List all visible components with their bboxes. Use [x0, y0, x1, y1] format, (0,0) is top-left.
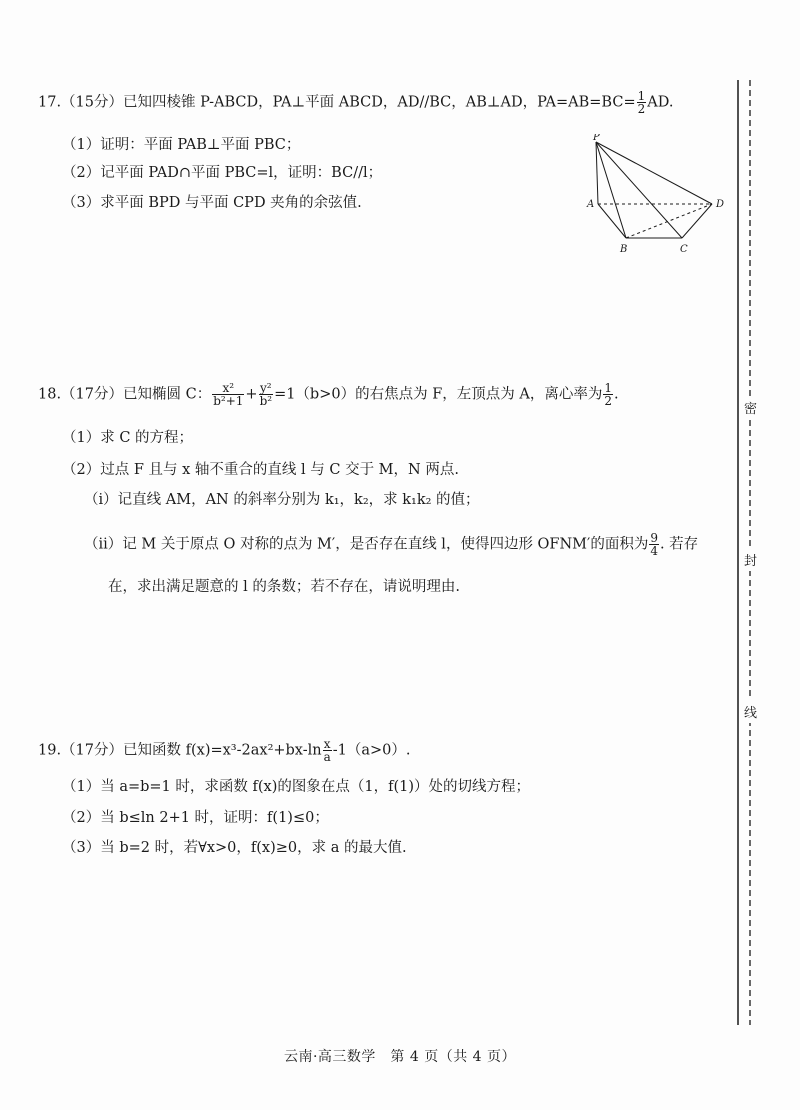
- q19-stem: [38, 738, 411, 763]
- label-A: A: [587, 199, 595, 210]
- q18-area-fraction: $\frac{9}{4}$: [650, 531, 658, 558]
- edge-PB: [596, 142, 626, 238]
- q18-fraction-x: $\frac{\text{x²}}{\text{b²+1}}$: [213, 381, 244, 408]
- label-P: P: [593, 134, 600, 143]
- q18-plus: +: [245, 386, 258, 403]
- edge-PC: [596, 142, 682, 238]
- pyramid-figure: [584, 134, 734, 259]
- q18-stem-mid: =1（b>0）的右焦点为 F，左顶点为 A，离心率为: [274, 386, 603, 403]
- q18-part2-ii-line2: 在，求出满足题意的 l 的条数；若不存在，请说明理由.: [108, 579, 460, 595]
- q18-stem-head: 18.（17分）已知椭圆 C：: [38, 386, 212, 403]
- q19-part2: （2）当 b≤ln 2+1 时，证明：f(1)≤0；: [62, 810, 329, 826]
- label-B: B: [620, 244, 628, 255]
- edge-PA: [596, 142, 598, 204]
- q17-part2: （2）记平面 PAD∩平面 PBC=l，证明：BC//l；: [62, 165, 383, 181]
- q18-stem-end: .: [613, 386, 619, 403]
- q18-part2-i: （i）记直线 AM，AN 的斜率分别为 k₁，k₂，求 k₁k₂ 的值；: [84, 492, 480, 508]
- q17-stem-head: 17.（15分）已知四棱锥 P-ABCD，PA⊥平面 ABCD，AD//BC，AB⊥AD，PA=AB=BC=: [38, 94, 636, 111]
- edge-PD: [596, 142, 712, 204]
- page-footer: 云南·高三数学 第 4 页（共 4 页）: [283, 1049, 517, 1065]
- q18-part1: （1）求 C 的方程；: [62, 430, 194, 446]
- label-C: C: [680, 244, 688, 255]
- seal-xian: 线: [744, 700, 757, 723]
- q17-part3: （3）求平面 BPD 与平面 CPD 夹角的余弦值.: [62, 195, 362, 211]
- q19-stem-tail: -1（a>0）.: [332, 742, 411, 759]
- q18-part2-ii-cont: . 若存: [659, 536, 699, 553]
- q18-part2: （2）过点 F 且与 x 轴不重合的直线 l 与 C 交于 M，N 两点.: [62, 462, 459, 478]
- q17-part1: （1）证明：平面 PAB⊥平面 PBC；: [62, 137, 301, 153]
- q19-stem-head: 19.（17分）已知函数 f(x)=x³-2ax²+bx-ln: [38, 742, 322, 759]
- q19-part1: （1）当 a=b=1 时，求函数 f(x)的图象在点（1，f(1)）处的切线方程；: [62, 779, 530, 795]
- q18-fraction-y: $\frac{\text{y²}}{\text{b²}}$: [259, 381, 273, 408]
- seal-feng: 封: [744, 548, 757, 571]
- q18-part2-ii-text: （ii）记 M 关于原点 O 对称的点为 M′，是否存在直线 l，使得四边形 OFNM′的面积为: [84, 536, 649, 553]
- edge-BD: [626, 204, 712, 238]
- seal-mi: 密: [744, 396, 757, 419]
- q18-eccentricity: $\frac{1}{2}$: [604, 381, 612, 408]
- q17-fraction: $\frac{1}{2}$: [637, 89, 646, 116]
- edge-CD: [682, 204, 712, 238]
- edge-AB: [598, 204, 626, 238]
- label-D: D: [716, 199, 725, 210]
- q19-part3: （3）当 b=2 时，若∀x>0，f(x)≥0，求 a 的最大值.: [62, 840, 407, 856]
- q17-stem-tail: AD.: [647, 94, 674, 111]
- q18-stem: [38, 382, 619, 407]
- q17-stem: [38, 90, 673, 115]
- q18-part2-ii: [84, 532, 698, 557]
- q19-ln-fraction: $\frac{x}{a}$: [323, 737, 331, 764]
